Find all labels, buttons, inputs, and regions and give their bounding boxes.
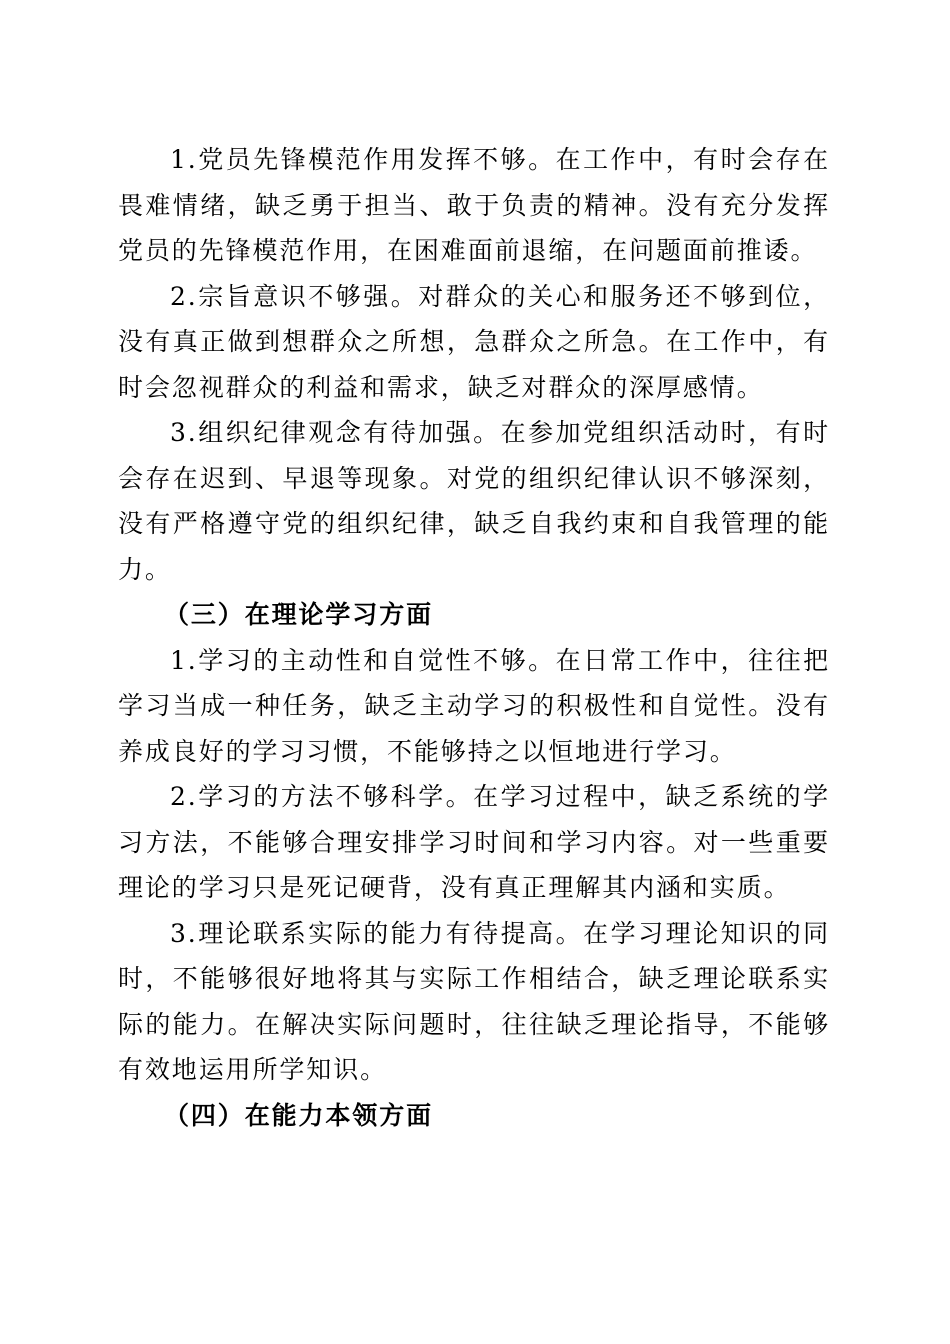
paragraph-study-initiative: 1.学习的主动性和自觉性不够。在日常工作中，往往把学习当成一种任务，缺乏主动学习的积极性和自觉性。没有养成良好的学习习惯，不能够持之以恒地进行学习。 — [118, 645, 830, 766]
paragraph-purpose-awareness: 2.宗旨意识不够强。对群众的关心和服务还不够到位，没有真正做到想群众之所想，急群众之所急。在工作中，有时会忽视群众的利益和需求，缺乏对群众的深厚感情。 — [118, 281, 830, 402]
paragraph-theory-practice: 3.理论联系实际的能力有待提高。在学习理论知识的同时，不能够很好地将其与实际工作相结合，缺乏理论联系实际的能力。在解决实际问题时，往往缺乏理论指导，不能够有效地运用所学知识。 — [118, 918, 830, 1084]
paragraph-study-method: 2.学习的方法不够科学。在学习过程中，缺乏系统的学习方法，不能够合理安排学习时间和学习内容。对一些重要理论的学习只是死记硬背，没有真正理解其内涵和实质。 — [118, 782, 830, 902]
section-heading-theory-study: （三）在理论学习方面 — [164, 600, 434, 629]
paragraph-organizational-discipline: 3.组织纪律观念有待加强。在参加党组织活动时，有时会存在迟到、早退等现象。对党的组织纪律认识不够深刻，没有严格遵守党的组织纪律，缺乏自我约束和自我管理的能力。 — [118, 418, 830, 584]
document-page — [118, 137, 830, 1138]
section-heading-ability: （四）在能力本领方面 — [164, 1100, 434, 1130]
paragraph-party-member-role: 1.党员先锋模范作用发挥不够。在工作中，有时会存在畏难情绪，缺乏勇于担当、敢于负责的精神。没有充分发挥党员的先锋模范作用，在困难面前退缩，在问题面前推诿。 — [118, 145, 830, 265]
